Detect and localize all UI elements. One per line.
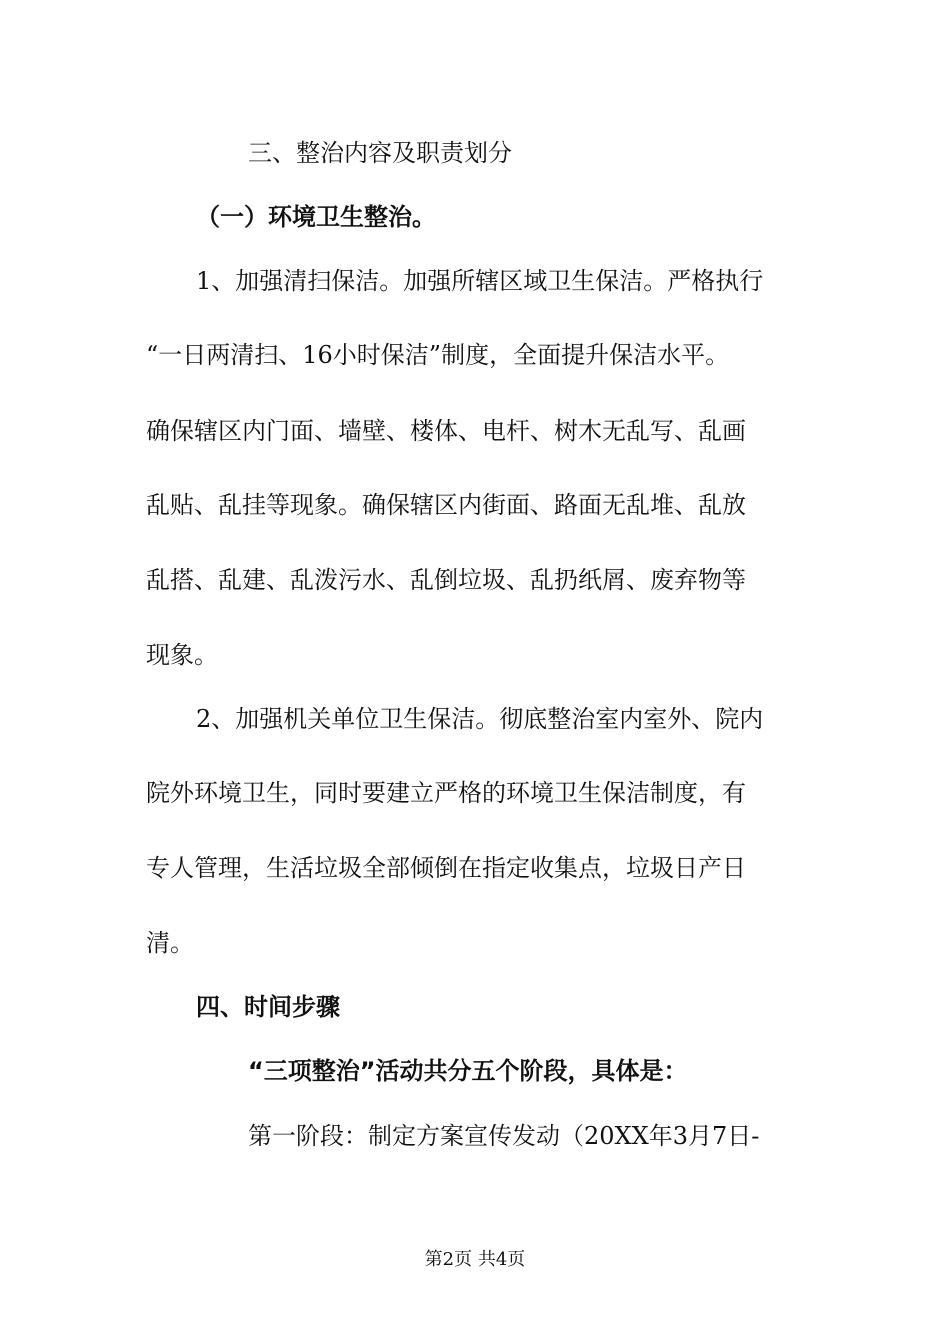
paragraph-line: 清。 [146, 929, 194, 957]
section-heading-3: 三、整治内容及职责划分 [248, 139, 512, 167]
paragraph-line: “三项整治”活动共分五个阶段，具体是： [248, 1057, 688, 1085]
paragraph-line: 第一阶段：制定方案宣传发动（20XX年3月7日- [248, 1122, 760, 1150]
paragraph-line: “一日两清扫、16小时保洁”制度，全面提升保洁水平。 [146, 341, 730, 369]
paragraph-line: 1、加强清扫保洁。加强所辖区域卫生保洁。严格执行 [196, 267, 764, 295]
paragraph-line: 专人管理，生活垃圾全部倾倒在指定收集点，垃圾日产日 [146, 854, 746, 882]
paragraph-line: 院外环境卫生，同时要建立严格的环境卫生保洁制度，有 [146, 779, 746, 807]
subsection-heading-1: （一）环境卫生整治。 [196, 203, 436, 231]
paragraph-line: 乱搭、乱建、乱泼污水、乱倒垃圾、乱扔纸屑、废弃物等 [146, 566, 746, 594]
section-heading-4: 四、时间步骤 [196, 993, 340, 1021]
paragraph-line: 乱贴、乱挂等现象。确保辖区内街面、路面无乱堆、乱放 [146, 491, 746, 519]
paragraph-line: 2、加强机关单位卫生保洁。彻底整治室内室外、院内 [196, 705, 764, 733]
paragraph-line: 确保辖区内门面、墙壁、楼体、电杆、树木无乱写、乱画 [146, 417, 746, 445]
paragraph-line: 现象。 [146, 641, 218, 669]
page-number-footer: 第2页 共4页 [424, 1249, 526, 1270]
